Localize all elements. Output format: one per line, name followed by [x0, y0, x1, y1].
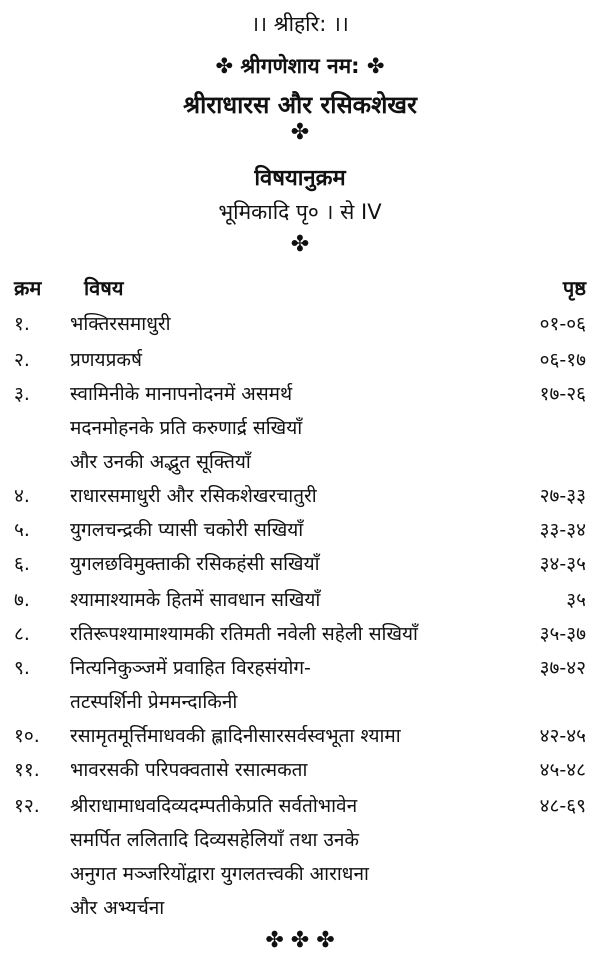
table-row	[0, 380, 600, 412]
entry-number: १.	[14, 313, 30, 335]
table-row	[0, 586, 600, 618]
entry-page: ४८-६९	[539, 795, 586, 817]
table-row	[0, 516, 600, 548]
entry-page: ३५-३७	[539, 623, 586, 645]
entry-number: ११.	[14, 759, 40, 781]
entry-subject: भक्तिरसमाधुरी	[70, 313, 171, 335]
entry-number: ६.	[14, 553, 30, 575]
flower-ornament-icon: ✤ ✤ ✤	[265, 928, 335, 953]
table-row	[0, 654, 600, 686]
table-row	[0, 722, 600, 754]
entry-subject: श्यामाश्यामके हितमें सावधान सखियाँ	[70, 589, 321, 611]
column-header-subject: विषय	[84, 276, 124, 300]
flower-ornament-icon: ✤	[366, 54, 385, 78]
entry-number: ३.	[14, 383, 30, 405]
entry-subject-continuation: मदनमोहनके प्रति करुणार्द्र सखियाँ	[70, 417, 303, 439]
entry-page: ४२-४५	[539, 725, 586, 747]
entry-page: २७-३३	[539, 485, 586, 507]
entry-subject-continuation: और उनकी अद्भुत सूक्तियाँ	[70, 451, 251, 473]
entry-number: ४.	[14, 485, 30, 507]
invocation-shrihari: ।। श्रीहरि: ।।	[251, 12, 349, 36]
entry-subject: श्रीराधामाधवदिव्यदम्पतीकेप्रति सर्वतोभावेन	[70, 795, 358, 817]
invocation-ganesh	[0, 52, 600, 80]
entry-number: १२.	[14, 795, 40, 817]
table-row	[0, 620, 600, 652]
entry-number: ८.	[14, 623, 30, 645]
entry-subject: प्रणयप्रकर्ष	[70, 349, 142, 371]
entry-page: ३५	[566, 589, 586, 611]
column-header-number: क्रम	[14, 276, 42, 300]
entry-number: १०.	[14, 725, 40, 747]
entry-subject-continuation: तटस्पर्शिनी प्रेममन्दाकिनी	[70, 691, 238, 713]
entry-subject: युगलछविमुक्ताकी रसिकहंसी सखियाँ	[70, 553, 320, 575]
entry-subject-continuation: और अभ्यर्चना	[70, 897, 165, 919]
book-title: श्रीराधारस और रसिकशेखर	[183, 91, 417, 119]
table-row	[0, 310, 600, 342]
entry-page: ०१-०६	[539, 313, 586, 335]
entry-page: ३३-३४	[539, 519, 586, 541]
entry-number: ५.	[14, 519, 30, 541]
table-row	[0, 792, 600, 824]
table-row	[0, 756, 600, 788]
entry-number: ७.	[14, 589, 30, 611]
table-row	[0, 550, 600, 582]
entry-page: ३७-४२	[539, 657, 586, 679]
entry-page: ०६-१७	[539, 349, 586, 371]
entry-subject: स्वामिनीके मानापनोदनमें असमर्थ	[70, 383, 293, 405]
entry-page: ३४-३५	[539, 553, 586, 575]
flower-ornament-icon: ✤	[215, 54, 234, 78]
entry-subject: राधारसमाधुरी और रसिकशेखरचातुरी	[70, 485, 317, 507]
entry-page: ४५-४८	[539, 759, 586, 781]
entry-subject: भावरसकी परिपक्वतासे रसात्मकता	[70, 759, 308, 781]
column-header-page: पृष्ठ	[562, 276, 586, 300]
entry-subject: युगलचन्द्रकी प्यासी चकोरी सखियाँ	[70, 519, 304, 541]
entry-subject-continuation: समर्पित ललितादि दिव्यसहेलियाँ तथा उनके	[70, 829, 360, 851]
contents-subtitle: भूमिकादि पृ० । से IV	[218, 200, 382, 224]
entry-page: १७-२६	[539, 383, 586, 405]
entry-subject-continuation: अनुगत मञ्जरियोंद्वारा युगलतत्त्वकी आराधना	[70, 863, 369, 885]
invocation-ganesh-text: श्रीगणेशाय नम:	[240, 54, 360, 78]
flower-ornament-icon: ✤	[290, 120, 310, 145]
entry-number: ९.	[14, 657, 30, 679]
table-row	[0, 346, 600, 378]
table-row	[0, 482, 600, 514]
entry-subject: रतिरूपश्यामाश्यामकी रतिमती नवेली सहेली सखियाँ	[70, 623, 418, 645]
flower-ornament-icon: ✤	[290, 232, 310, 257]
entry-number: २.	[14, 349, 30, 371]
entry-subject: रसामृतमूर्त्तिमाधवकी ह्लादिनीसारसर्वस्वभूता श्यामा	[70, 725, 401, 747]
contents-title: विषयानुक्रम	[254, 166, 346, 191]
entry-subject: नित्यनिकुञ्जमें प्रवाहित विरहसंयोग-	[70, 657, 311, 679]
